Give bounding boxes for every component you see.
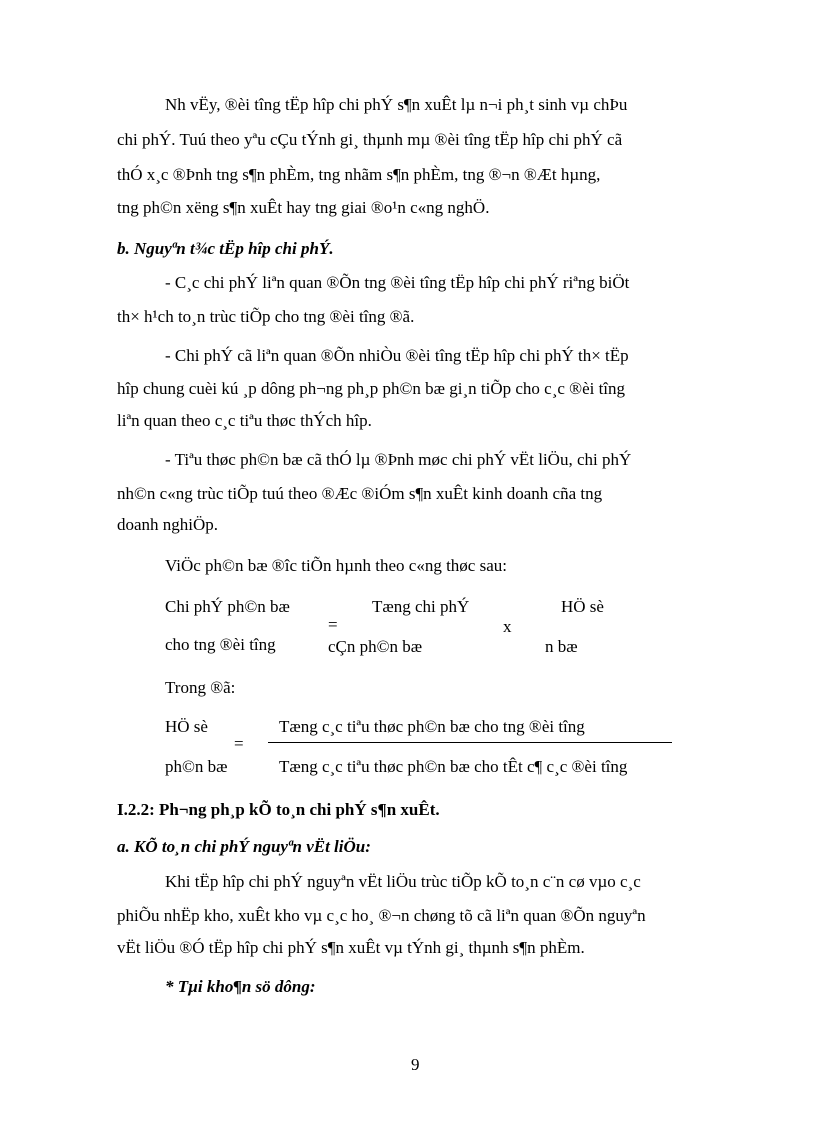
heading-b: b. Nguyªn t¾c tËp hîp chi phÝ. bbox=[117, 239, 334, 258]
formula-1-middle-top: Tæng chi phÝ bbox=[372, 597, 470, 616]
formula-1-left-top: Chi phÝ ph©n bæ bbox=[165, 597, 290, 616]
bullet-2-line-2: hîp chung cuèi kú ¸p dông ph¬ng ph¸p ph©n bæ gi¸n tiÕp cho c¸c ®èi tîng bbox=[117, 379, 626, 398]
bullet-2-line-3: liªn quan theo c¸c tiªu thøc thÝch hîp. bbox=[117, 411, 372, 430]
bullet-3-line-3: doanh nghiÖp. bbox=[117, 515, 219, 534]
page-number: 9 bbox=[411, 1055, 420, 1074]
section-heading: I.2.2: Ph¬ng ph¸p kÕ to¸n chi phÝ s¶n xuÊt. bbox=[117, 800, 440, 819]
paragraph-1-line-1: Nh vËy, ®èi tîng tËp hîp chi phÝ s¶n xuÊt lµ n¬i ph¸t sinh vµ chÞu bbox=[165, 95, 628, 114]
formula-2-denominator: Tæng c¸c tiªu thøc ph©n bæ cho tÊt c¶ c¸c ®èi tîng bbox=[279, 757, 628, 776]
formula-1-left-bottom: cho tng ®èi tîng bbox=[165, 635, 276, 654]
bullet-3-line-2: nh©n c«ng trùc tiÕp tuú theo ®Æc ®iÓm s¶n xuÊt kinh doanh cña tng bbox=[117, 484, 603, 503]
account-subheading: * Tµi kho¶n sö dông: bbox=[165, 977, 316, 996]
formula-1-right-bottom: n bæ bbox=[545, 637, 578, 656]
paragraph-1-line-2: chi phÝ. Tuú theo yªu cÇu tÝnh gi¸ thµnh mµ ®èi tîng tËp hîp chi phÝ cã bbox=[117, 130, 623, 149]
formula-1-middle-bottom: cÇn ph©n bæ bbox=[328, 637, 423, 656]
paragraph-2-line-1: Khi tËp hîp chi phÝ nguyªn vËt liÖu trùc tiÕp kÕ to¸n c¨n cø vµo c¸c bbox=[165, 872, 641, 891]
bullet-1-line-1: - C¸c chi phÝ liªn quan ®Õn tng ®èi tîng tËp hîp chi phÝ riªng biÖt bbox=[165, 273, 630, 292]
formula-intro: ViÖc ph©n bæ ®îc tiÕn hµnh theo c«ng thøc sau: bbox=[165, 556, 507, 575]
formula-2-equals: = bbox=[234, 734, 244, 753]
bullet-1-line-2: th× h¹ch to¸n trùc tiÕp cho tng ®èi tîng ®ã. bbox=[117, 307, 415, 326]
formula-1-equals: = bbox=[328, 615, 338, 634]
formula-2-numerator: Tæng c¸c tiªu thøc ph©n bæ cho tng ®èi tîng bbox=[279, 717, 585, 736]
bullet-2-line-1: - Chi phÝ cã liªn quan ®Õn nhiÒu ®èi tîng tËp hîp chi phÝ th× tËp bbox=[165, 346, 629, 365]
bullet-3-line-1: - Tiªu thøc ph©n bæ cã thÓ lµ ®Þnh møc chi phÝ vËt liÖu, chi phÝ bbox=[165, 450, 632, 469]
paragraph-1-line-3: thÓ x¸c ®Þnh tng s¶n phÈm, tng nhãm s¶n phÈm, tng ®¬n ®Æt hµng, bbox=[117, 165, 601, 184]
formula-2-left-bottom: ph©n bæ bbox=[165, 757, 228, 776]
formula-2-left-top: HÖ sè bbox=[165, 717, 208, 736]
heading-a: a. KÕ to¸n chi phÝ nguyªn vËt liÖu: bbox=[117, 837, 371, 856]
trong-do-label: Trong ®ã: bbox=[165, 678, 236, 697]
paragraph-2-line-3: vËt liÖu ®Ó tËp hîp chi phÝ s¶n xuÊt vµ tÝnh gi¸ thµnh s¶n phÈm. bbox=[117, 938, 585, 957]
paragraph-1-line-4: tng ph©n xëng s¶n xuÊt hay tng giai ®o¹n c«ng nghÖ. bbox=[117, 198, 490, 217]
formula-1-right-top: HÖ sè bbox=[561, 597, 604, 616]
fraction-bar bbox=[268, 742, 672, 743]
paragraph-2-line-2: phiÕu nhËp kho, xuÊt kho vµ c¸c ho¸ ®¬n chøng tõ cã liªn quan ®Õn nguyªn bbox=[117, 906, 646, 925]
formula-1-times: x bbox=[503, 617, 512, 636]
